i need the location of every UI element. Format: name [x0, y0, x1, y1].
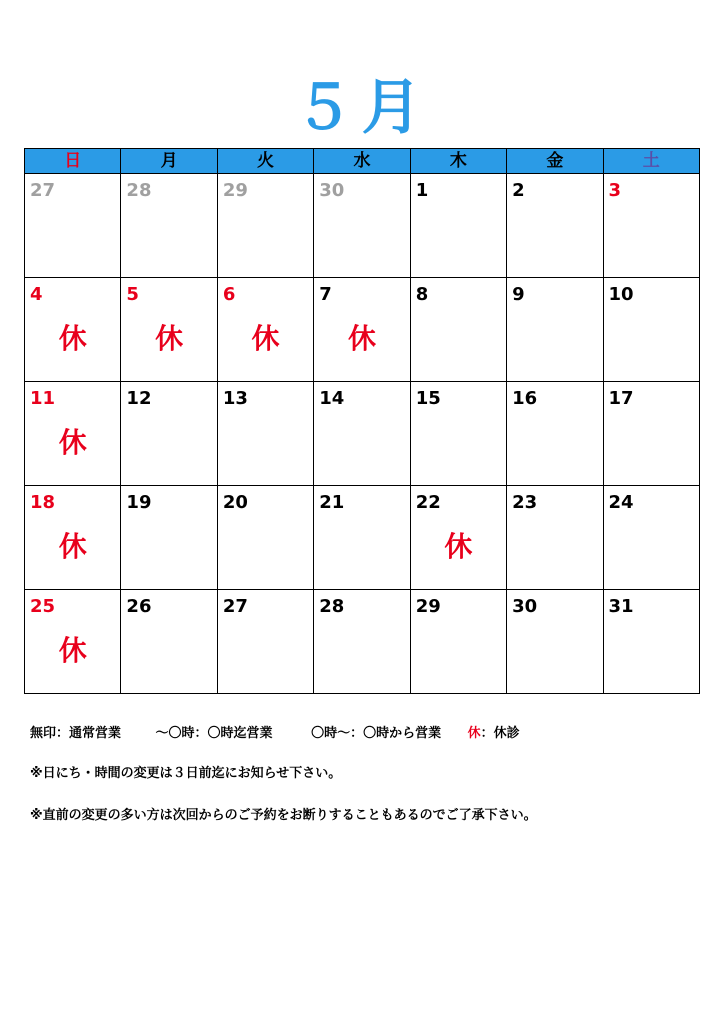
day-number: 24 [608, 492, 634, 513]
calendar-day-cell [603, 590, 699, 694]
calendar-day-cell [507, 174, 603, 278]
day-number: 29 [415, 596, 441, 617]
weekday-header-mon: 月 [121, 149, 217, 174]
calendar-day-cell [314, 590, 410, 694]
day-number: 31 [608, 596, 634, 617]
calendar-day-cell [121, 174, 217, 278]
calendar-body [25, 174, 700, 694]
calendar-day-cell [410, 486, 506, 590]
calendar-week-row [25, 278, 700, 382]
day-number: 15 [415, 388, 441, 409]
day-number: 28 [126, 180, 152, 201]
calendar-day-cell [603, 278, 699, 382]
calendar-day-cell [314, 174, 410, 278]
calendar-day-cell [410, 174, 506, 278]
weekday-header-fri: 金 [507, 149, 603, 174]
calendar-day-cell [314, 382, 410, 486]
calendar-day-cell [121, 590, 217, 694]
day-number: 19 [126, 492, 152, 513]
calendar-week-row [25, 174, 700, 278]
weekday-header-thu: 木 [410, 149, 506, 174]
day-number: 3 [608, 180, 622, 201]
day-number: 7 [319, 284, 332, 305]
note-change-notice: ※日にち・時間の変更は３日前迄にお知らせ下さい。 [30, 766, 342, 781]
calendar-week-row [25, 382, 700, 486]
day-number: 25 [30, 596, 56, 617]
day-number: 11 [30, 388, 56, 409]
day-number: 8 [415, 284, 429, 305]
legend-until: ～〇時：〇時迄営業 [155, 726, 273, 741]
weekday-header-row [25, 149, 700, 174]
calendar-day-cell [217, 382, 313, 486]
calendar-day-cell [217, 174, 313, 278]
calendar-day-cell [603, 486, 699, 590]
calendar-day-cell [603, 382, 699, 486]
legend-normal: 無印：通常営業 [30, 726, 122, 741]
calendar-day-cell [25, 382, 121, 486]
calendar-day-cell [25, 486, 121, 590]
closed-day-mark: 休 [444, 530, 473, 563]
calendar-day-cell [25, 278, 121, 382]
calendar-day-cell [507, 590, 603, 694]
calendar-day-cell [410, 590, 506, 694]
calendar-day-cell [410, 278, 506, 382]
day-number: 30 [512, 596, 538, 617]
day-number: 18 [30, 492, 56, 513]
day-number: 30 [319, 180, 345, 201]
day-number: 9 [512, 284, 525, 305]
day-number: 16 [512, 388, 538, 409]
weekday-header-sat: 土 [603, 149, 699, 174]
calendar-day-cell [217, 590, 313, 694]
closed-day-mark: 休 [58, 322, 87, 355]
day-number: 14 [319, 388, 345, 409]
calendar-week-row [25, 590, 700, 694]
calendar-day-cell [217, 278, 313, 382]
closed-day-mark: 休 [58, 530, 87, 563]
day-number: 22 [415, 492, 441, 513]
legend [30, 724, 520, 744]
day-number: 1 [415, 180, 429, 201]
month-title: ５月 [293, 73, 430, 143]
calendar-day-cell [603, 174, 699, 278]
day-number: 4 [30, 284, 43, 305]
day-number: 28 [319, 596, 345, 617]
legend-from: 〇時～：〇時から営業 [311, 726, 442, 741]
note-cancellation-policy: ※直前の変更の多い方は次回からのご予約をお断りすることもあるのでご了承下さい。 [30, 808, 537, 823]
day-number: 6 [222, 284, 236, 305]
calendar-day-cell [121, 382, 217, 486]
closed-day-mark: 休 [251, 322, 280, 355]
calendar-day-cell [121, 486, 217, 590]
closed-day-mark: 休 [58, 634, 87, 667]
calendar-day-cell [314, 486, 410, 590]
day-number: 20 [222, 492, 248, 513]
day-number: 2 [512, 180, 525, 201]
closed-day-mark: 休 [58, 426, 87, 459]
calendar-day-cell [217, 486, 313, 590]
day-number: 27 [222, 596, 248, 617]
calendar-day-cell [314, 278, 410, 382]
weekday-header-tue: 火 [217, 149, 313, 174]
calendar-day-cell [507, 382, 603, 486]
day-number: 23 [512, 492, 538, 513]
day-number: 21 [319, 492, 345, 513]
calendar-day-cell [121, 278, 217, 382]
calendar-week-row [25, 486, 700, 590]
day-number: 13 [222, 388, 248, 409]
day-number: 27 [30, 180, 56, 201]
closed-day-mark: 休 [347, 322, 376, 355]
day-number: 12 [126, 388, 152, 409]
day-number: 10 [608, 284, 634, 305]
calendar-day-cell [507, 486, 603, 590]
closed-day-mark: 休 [155, 322, 184, 355]
calendar-day-cell [25, 174, 121, 278]
legend-closed-mark: 休 [467, 726, 481, 741]
day-number: 17 [608, 388, 634, 409]
weekday-header-wed: 水 [314, 149, 410, 174]
calendar-day-cell [25, 590, 121, 694]
calendar-grid [24, 148, 700, 694]
day-number: 5 [126, 284, 139, 305]
day-number: 29 [222, 180, 248, 201]
calendar-day-cell [507, 278, 603, 382]
weekday-header-sun: 日 [25, 149, 121, 174]
day-number: 26 [126, 596, 152, 617]
calendar-day-cell [410, 382, 506, 486]
legend-closed [468, 724, 520, 744]
legend-closed-text: ：休診 [480, 726, 520, 741]
